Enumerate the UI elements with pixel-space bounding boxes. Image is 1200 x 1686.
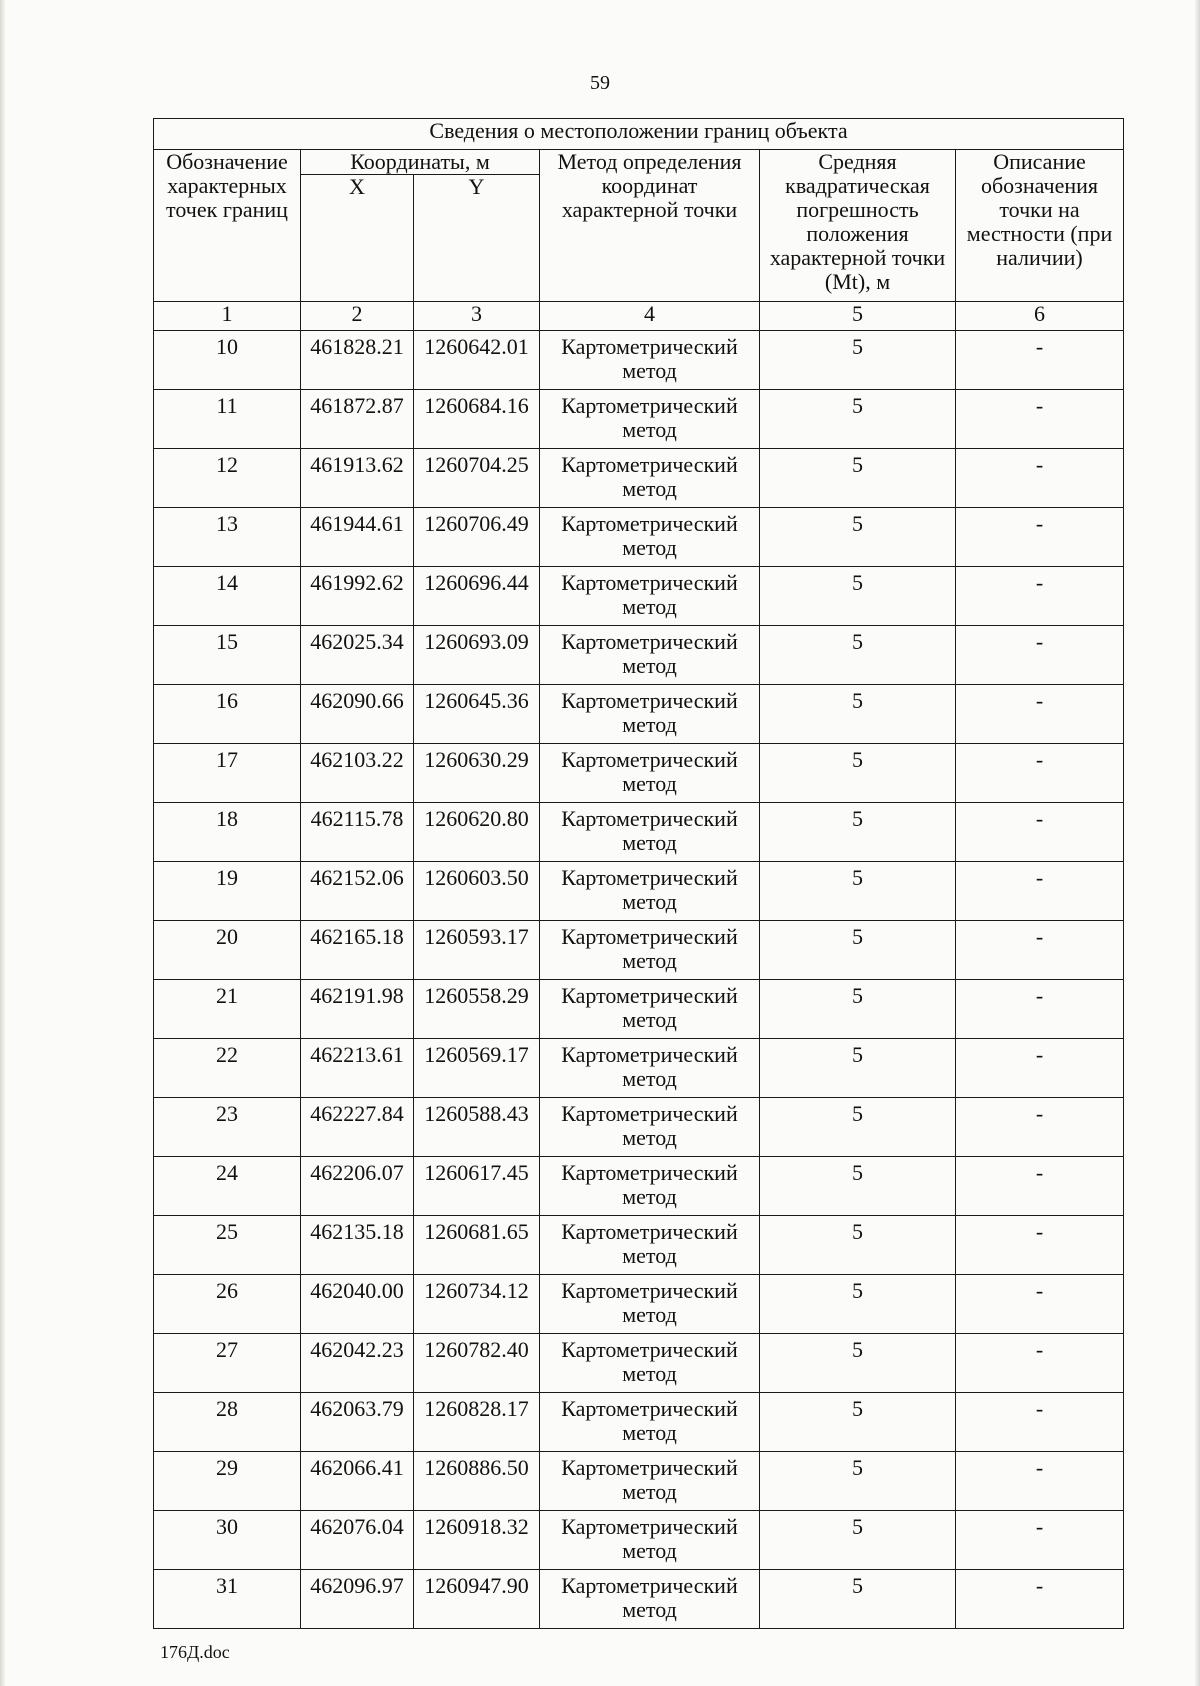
cell-x: 462025.34 (301, 626, 414, 685)
cell-method: Картометрический метод (540, 744, 760, 803)
table-row (154, 1098, 1124, 1157)
header-error: Средняя квадратическая погрешность положения характерной точки (Mt), м (760, 150, 956, 302)
cell-description: - (956, 508, 1124, 567)
cell-x: 462191.98 (301, 980, 414, 1039)
cell-y: 1260617.45 (414, 1157, 540, 1216)
cell-description: - (956, 1452, 1124, 1511)
cell-description: - (956, 449, 1124, 508)
cell-point: 19 (154, 862, 301, 921)
table-header-row (154, 150, 1124, 175)
cell-method: Картометрический метод (540, 331, 760, 390)
table-row (154, 567, 1124, 626)
cell-error: 5 (760, 626, 956, 685)
cell-point: 22 (154, 1039, 301, 1098)
cell-description: - (956, 390, 1124, 449)
cell-x: 462040.00 (301, 1275, 414, 1334)
cell-x: 462165.18 (301, 921, 414, 980)
cell-y: 1260630.29 (414, 744, 540, 803)
column-number-row (154, 302, 1124, 331)
cell-method: Картометрический метод (540, 1098, 760, 1157)
cell-point: 25 (154, 1216, 301, 1275)
cell-description: - (956, 1570, 1124, 1629)
cell-error: 5 (760, 744, 956, 803)
cell-error: 5 (760, 1216, 956, 1275)
table-row (154, 1275, 1124, 1334)
cell-description: - (956, 1275, 1124, 1334)
cell-error: 5 (760, 1039, 956, 1098)
cell-y: 1260642.01 (414, 331, 540, 390)
cell-y: 1260947.90 (414, 1570, 540, 1629)
cell-method: Картометрический метод (540, 567, 760, 626)
table-row (154, 508, 1124, 567)
table-row (154, 685, 1124, 744)
cell-y: 1260782.40 (414, 1334, 540, 1393)
column-number: 1 (154, 302, 301, 331)
page-number: 59 (590, 72, 610, 94)
cell-error: 5 (760, 508, 956, 567)
cell-method: Картометрический метод (540, 1393, 760, 1452)
cell-x: 462042.23 (301, 1334, 414, 1393)
cell-method: Картометрический метод (540, 1570, 760, 1629)
cell-y: 1260886.50 (414, 1452, 540, 1511)
cell-method: Картометрический метод (540, 685, 760, 744)
cell-point: 27 (154, 1334, 301, 1393)
cell-error: 5 (760, 1511, 956, 1570)
cell-error: 5 (760, 567, 956, 626)
cell-point: 17 (154, 744, 301, 803)
cell-y: 1260734.12 (414, 1275, 540, 1334)
cell-description: - (956, 1334, 1124, 1393)
cell-x: 462103.22 (301, 744, 414, 803)
cell-point: 12 (154, 449, 301, 508)
cell-y: 1260603.50 (414, 862, 540, 921)
header-description: Описание обозначения точки на местности (при наличии) (956, 150, 1124, 302)
cell-point: 11 (154, 390, 301, 449)
cell-y: 1260828.17 (414, 1393, 540, 1452)
cell-description: - (956, 626, 1124, 685)
column-number: 2 (301, 302, 414, 331)
cell-error: 5 (760, 1393, 956, 1452)
cell-point: 29 (154, 1452, 301, 1511)
cell-method: Картометрический метод (540, 508, 760, 567)
cell-x: 462135.18 (301, 1216, 414, 1275)
cell-description: - (956, 1157, 1124, 1216)
cell-point: 26 (154, 1275, 301, 1334)
cell-y: 1260569.17 (414, 1039, 540, 1098)
scan-edge-left (0, 0, 6, 1686)
cell-x: 462152.06 (301, 862, 414, 921)
table-row (154, 1157, 1124, 1216)
table-row (154, 449, 1124, 508)
cell-description: - (956, 685, 1124, 744)
cell-point: 15 (154, 626, 301, 685)
cell-y: 1260706.49 (414, 508, 540, 567)
cell-error: 5 (760, 331, 956, 390)
cell-point: 30 (154, 1511, 301, 1570)
cell-y: 1260704.25 (414, 449, 540, 508)
cell-description: - (956, 1511, 1124, 1570)
cell-y: 1260696.44 (414, 567, 540, 626)
cell-x: 462066.41 (301, 1452, 414, 1511)
table-row (154, 980, 1124, 1039)
cell-point: 21 (154, 980, 301, 1039)
cell-method: Картометрический метод (540, 390, 760, 449)
table-row (154, 1039, 1124, 1098)
cell-y: 1260588.43 (414, 1098, 540, 1157)
cell-error: 5 (760, 862, 956, 921)
table-row (154, 1216, 1124, 1275)
cell-error: 5 (760, 803, 956, 862)
cell-method: Картометрический метод (540, 1157, 760, 1216)
cell-description: - (956, 1039, 1124, 1098)
cell-point: 23 (154, 1098, 301, 1157)
cell-point: 28 (154, 1393, 301, 1452)
cell-point: 13 (154, 508, 301, 567)
column-number: 4 (540, 302, 760, 331)
cell-method: Картометрический метод (540, 1275, 760, 1334)
cell-description: - (956, 921, 1124, 980)
table-caption-row (154, 119, 1124, 150)
cell-x: 462227.84 (301, 1098, 414, 1157)
cell-x: 461944.61 (301, 508, 414, 567)
cell-error: 5 (760, 921, 956, 980)
cell-method: Картометрический метод (540, 980, 760, 1039)
header-x: X (301, 175, 414, 302)
table-body (154, 331, 1124, 1629)
cell-x: 461913.62 (301, 449, 414, 508)
cell-error: 5 (760, 1570, 956, 1629)
cell-method: Картометрический метод (540, 1334, 760, 1393)
cell-point: 14 (154, 567, 301, 626)
cell-y: 1260693.09 (414, 626, 540, 685)
cell-y: 1260558.29 (414, 980, 540, 1039)
cell-error: 5 (760, 980, 956, 1039)
cell-point: 10 (154, 331, 301, 390)
cell-x: 462213.61 (301, 1039, 414, 1098)
boundary-coordinates-table (153, 118, 1124, 1629)
table-caption: Сведения о местоположении границ объекта (154, 119, 1124, 150)
cell-method: Картометрический метод (540, 803, 760, 862)
table-row (154, 390, 1124, 449)
table-row (154, 331, 1124, 390)
cell-error: 5 (760, 685, 956, 744)
cell-description: - (956, 331, 1124, 390)
cell-x: 462206.07 (301, 1157, 414, 1216)
cell-error: 5 (760, 1334, 956, 1393)
cell-error: 5 (760, 1275, 956, 1334)
cell-y: 1260684.16 (414, 390, 540, 449)
cell-method: Картометрический метод (540, 862, 760, 921)
cell-point: 24 (154, 1157, 301, 1216)
cell-method: Картометрический метод (540, 626, 760, 685)
table-row (154, 862, 1124, 921)
header-coordinates: Координаты, м (301, 150, 540, 175)
column-number: 6 (956, 302, 1124, 331)
file-name-footer: 176Д.doc (160, 1642, 230, 1662)
cell-x: 462076.04 (301, 1511, 414, 1570)
cell-method: Картометрический метод (540, 449, 760, 508)
cell-y: 1260593.17 (414, 921, 540, 980)
cell-method: Картометрический метод (540, 1511, 760, 1570)
cell-description: - (956, 1393, 1124, 1452)
cell-error: 5 (760, 1098, 956, 1157)
cell-description: - (956, 1216, 1124, 1275)
scan-edge-right (1194, 0, 1200, 1686)
cell-y: 1260681.65 (414, 1216, 540, 1275)
cell-x: 461992.62 (301, 567, 414, 626)
cell-method: Картометрический метод (540, 1039, 760, 1098)
cell-point: 16 (154, 685, 301, 744)
cell-y: 1260620.80 (414, 803, 540, 862)
cell-error: 5 (760, 449, 956, 508)
cell-method: Картометрический метод (540, 1452, 760, 1511)
cell-method: Картометрический метод (540, 921, 760, 980)
cell-description: - (956, 1098, 1124, 1157)
column-number: 3 (414, 302, 540, 331)
cell-x: 462063.79 (301, 1393, 414, 1452)
cell-y: 1260645.36 (414, 685, 540, 744)
cell-x: 461872.87 (301, 390, 414, 449)
cell-description: - (956, 803, 1124, 862)
cell-error: 5 (760, 1157, 956, 1216)
table-row (154, 1334, 1124, 1393)
cell-description: - (956, 567, 1124, 626)
header-method: Метод определения координат характерной точки (540, 150, 760, 302)
cell-x: 461828.21 (301, 331, 414, 390)
cell-description: - (956, 862, 1124, 921)
table-row (154, 1511, 1124, 1570)
table-row (154, 921, 1124, 980)
table-row (154, 803, 1124, 862)
cell-method: Картометрический метод (540, 1216, 760, 1275)
cell-point: 20 (154, 921, 301, 980)
cell-error: 5 (760, 390, 956, 449)
table-row (154, 744, 1124, 803)
cell-x: 462090.66 (301, 685, 414, 744)
cell-x: 462115.78 (301, 803, 414, 862)
table-row (154, 1452, 1124, 1511)
cell-point: 18 (154, 803, 301, 862)
table-row (154, 1570, 1124, 1629)
table-row (154, 626, 1124, 685)
column-number: 5 (760, 302, 956, 331)
cell-description: - (956, 744, 1124, 803)
header-y: Y (414, 175, 540, 302)
cell-description: - (956, 980, 1124, 1039)
header-designation: Обозначение характерных точек границ (154, 150, 301, 302)
cell-point: 31 (154, 1570, 301, 1629)
cell-x: 462096.97 (301, 1570, 414, 1629)
cell-y: 1260918.32 (414, 1511, 540, 1570)
table-row (154, 1393, 1124, 1452)
cell-error: 5 (760, 1452, 956, 1511)
